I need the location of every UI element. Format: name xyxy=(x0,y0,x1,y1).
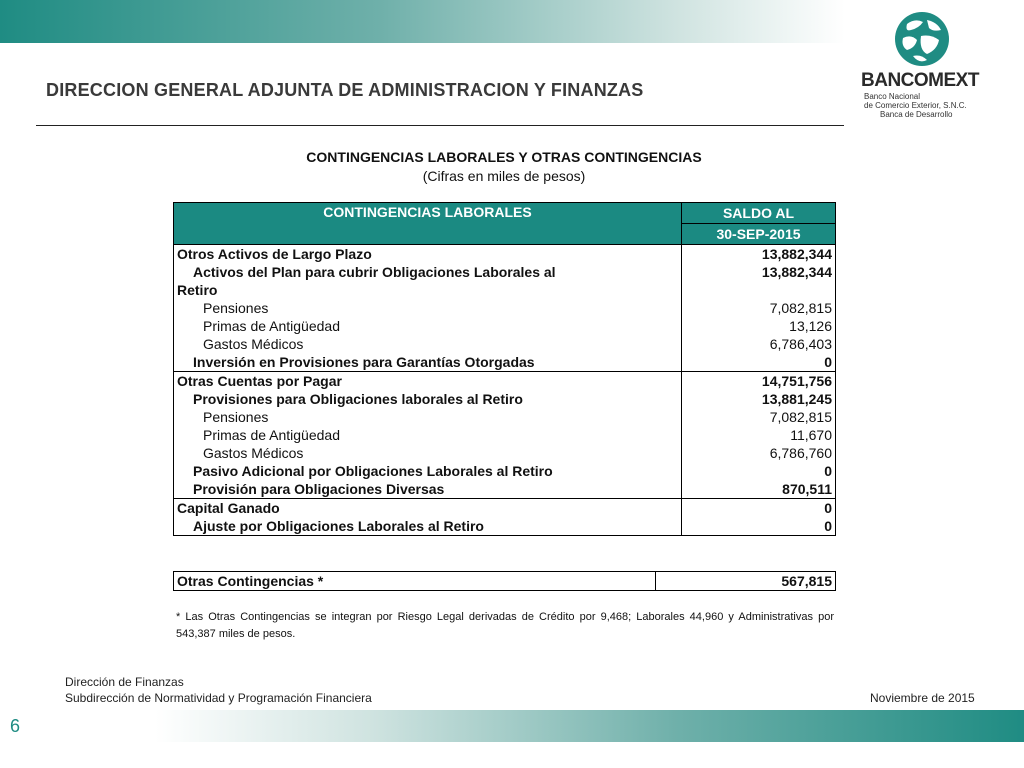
table-row xyxy=(174,572,836,591)
row-value: 13,882,344 xyxy=(682,245,836,264)
bottom-decorative-band xyxy=(155,710,1024,742)
row-value: 0 xyxy=(682,353,836,372)
footnote: * Las Otras Contingencias se integran por Riesgo Legal derivadas de Crédito por 9,468; Laborales 44,960 y Administrativas por 543,387 miles de pesos. xyxy=(176,611,834,640)
report-subtitle: (Cifras en miles de pesos) xyxy=(422,168,586,184)
column-header-concept: CONTINGENCIAS LABORALES xyxy=(174,203,682,245)
row-value: 13,126 xyxy=(682,317,836,335)
row-value: 7,082,815 xyxy=(682,408,836,426)
table-row xyxy=(174,263,836,281)
row-value xyxy=(682,281,836,299)
table-row xyxy=(174,390,836,408)
top-decorative-band xyxy=(0,0,845,43)
row-value: 13,881,245 xyxy=(682,390,836,408)
table-row xyxy=(174,517,836,536)
table-row xyxy=(174,317,836,335)
row-label: Retiro xyxy=(174,281,682,299)
otras-contingencias-value: 567,815 xyxy=(656,572,836,591)
row-label: Otras Cuentas por Pagar xyxy=(174,372,682,391)
row-value: 14,751,756 xyxy=(682,372,836,391)
row-label: Primas de Antigüedad xyxy=(174,426,682,444)
page-number: 6 xyxy=(10,716,21,736)
logo-subtitle-2: de Comercio Exterior, S.N.C. xyxy=(864,101,967,110)
row-value: 870,511 xyxy=(682,480,836,499)
table-row xyxy=(174,444,836,462)
column-header-saldo: SALDO AL xyxy=(682,203,836,224)
table-row xyxy=(174,281,836,299)
footer-subdepartment: Subdirección de Normatividad y Programación Financiera xyxy=(65,691,372,705)
globe-icon xyxy=(893,10,951,68)
row-label: Provisiones para Obligaciones laborales al Retiro xyxy=(174,390,682,408)
row-label: Pensiones xyxy=(174,299,682,317)
contingencias-table xyxy=(173,202,836,536)
table-header-row xyxy=(174,203,836,224)
row-value: 13,882,344 xyxy=(682,263,836,281)
row-value: 6,786,760 xyxy=(682,444,836,462)
table-row xyxy=(174,372,836,391)
logo-wordmark: BANCOMEXT xyxy=(861,70,979,91)
row-label: Inversión en Provisiones para Garantías Otorgadas xyxy=(174,353,682,372)
column-header-date: 30-SEP-2015 xyxy=(682,224,836,245)
row-label: Gastos Médicos xyxy=(174,444,682,462)
table-row xyxy=(174,426,836,444)
row-label: Otros Activos de Largo Plazo xyxy=(174,245,682,264)
report-title: CONTINGENCIAS LABORALES Y OTRAS CONTINGENCIAS xyxy=(306,149,702,165)
row-value: 0 xyxy=(682,462,836,480)
row-value: 6,786,403 xyxy=(682,335,836,353)
row-label: Pensiones xyxy=(174,408,682,426)
logo-subtitle-3: Banca de Desarrollo xyxy=(880,110,953,119)
table-row xyxy=(174,299,836,317)
row-label: Ajuste por Obligaciones Laborales al Retiro xyxy=(174,517,682,536)
row-value: 0 xyxy=(682,499,836,518)
table-row xyxy=(174,353,836,372)
row-value: 0 xyxy=(682,517,836,536)
row-label: Primas de Antigüedad xyxy=(174,317,682,335)
row-value: 7,082,815 xyxy=(682,299,836,317)
otras-contingencias-table xyxy=(173,571,836,591)
bancomext-logo xyxy=(858,8,998,123)
row-label: Pasivo Adicional por Obligaciones Laborales al Retiro xyxy=(174,462,682,480)
table-row xyxy=(174,335,836,353)
footer-department: Dirección de Finanzas xyxy=(65,675,184,689)
table-row xyxy=(174,462,836,480)
logo-subtitle-1: Banco Nacional xyxy=(864,92,921,101)
otras-contingencias-label: Otras Contingencias * xyxy=(174,572,656,591)
row-label: Provisión para Obligaciones Diversas xyxy=(174,480,682,499)
table-row xyxy=(174,480,836,499)
row-label: Gastos Médicos xyxy=(174,335,682,353)
header-divider xyxy=(36,125,844,126)
table-row xyxy=(174,245,836,264)
table-row xyxy=(174,408,836,426)
row-label: Capital Ganado xyxy=(174,499,682,518)
table-row xyxy=(174,499,836,518)
row-value: 11,670 xyxy=(682,426,836,444)
header-title: DIRECCION GENERAL ADJUNTA DE ADMINISTRACION Y FINANZAS xyxy=(46,80,644,100)
footer-date: Noviembre de 2015 xyxy=(870,691,975,705)
row-label: Activos del Plan para cubrir Obligaciones Laborales al xyxy=(174,263,682,281)
